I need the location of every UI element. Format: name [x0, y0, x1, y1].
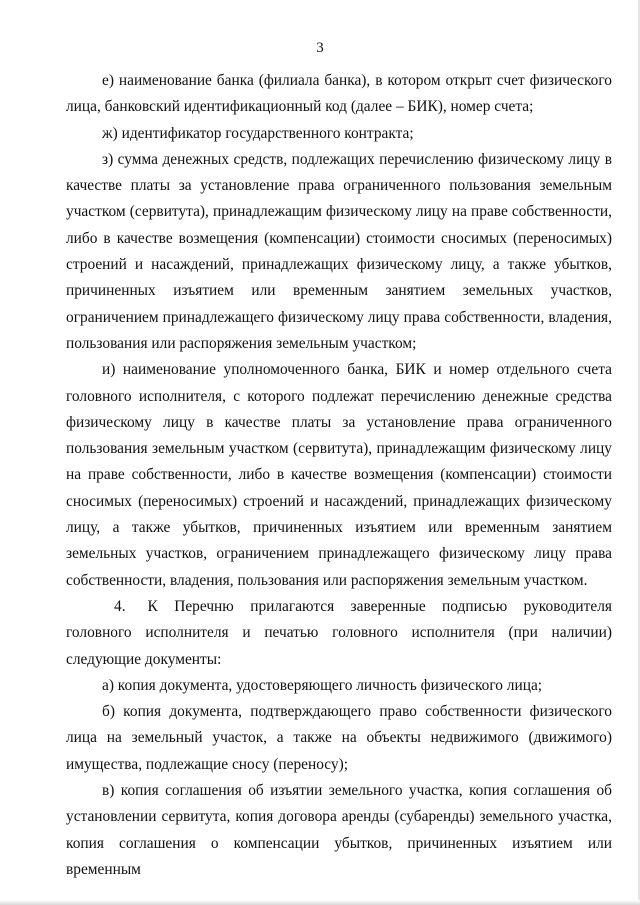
paragraph-zh: ж) идентификатор государственного контракта; [102, 124, 414, 142]
paragraph-4 [66, 594, 612, 673]
paragraph-a: а) копия документа, удостоверяющего личность физического лица; [102, 676, 543, 694]
page-edge-bottom [0, 900, 640, 905]
paragraph-i: и) наименование уполномоченного банка, БИК и номер отдельного счета головного исполнителя, с которого подлежат перечислению денежные средства физическому лицу в качестве платы за установление права ограниченного пользования земельным участком (сервитута), принадлежащим физическому лицу на праве собственности, либо в качестве возмещения (компенсации) стоимости сносимых (переносимых) строений и насаждений, принадлежащих физическому лицу, а также убытков, причиненных изъятием или временным занятием земельных участков, ограничением принадлежащего физическому лицу права собственности, владения, пользования или распоряжения земельным участком. [66, 361, 612, 589]
page-number: 3 [316, 40, 324, 56]
paragraph-e: е) наименование банка (филиала банка), в котором открыт счет физического лица, банковский идентификационный код (далее – БИК), номер счета; [66, 72, 612, 116]
paragraph-b: б) копия документа, подтверждающего право собственности физического лица на земельный участок, а также на объекты недвижимого (движимого) имущества, подлежащие сносу (переносу); [66, 703, 612, 773]
document-body [66, 68, 612, 883]
paragraph-v: в) копия соглашения об изъятии земельного участка, копия соглашения об установлении сервитута, копия договора аренды (субаренды) земельного участка, копия соглашения о компенсации убытков, причиненных изъятием или временным [66, 782, 612, 878]
paragraph-z: з) сумма денежных средств, подлежащих перечислению физическому лицу в качестве платы за установление права ограниченного пользования земельным участком (сервитута), принадлежащим физическому лицу на праве собственности, либо в качестве возмещения (компенсации) стоимости сносимых (переносимых) строений и насаждений, принадлежащих физическому лицу, а также убытков, причиненных изъятием или временным занятием земельных участков, ограничением принадлежащего физическому лицу права собственности, владения, пользования или распоряжения земельным участком; [66, 150, 612, 352]
paragraph-4-text: К Перечню прилагаются заверенные подписью руководителя головного исполнителя и печатью головного исполнителя (при наличии) следующие документы: [66, 597, 612, 668]
paragraph-4-number: 4. [114, 597, 126, 615]
